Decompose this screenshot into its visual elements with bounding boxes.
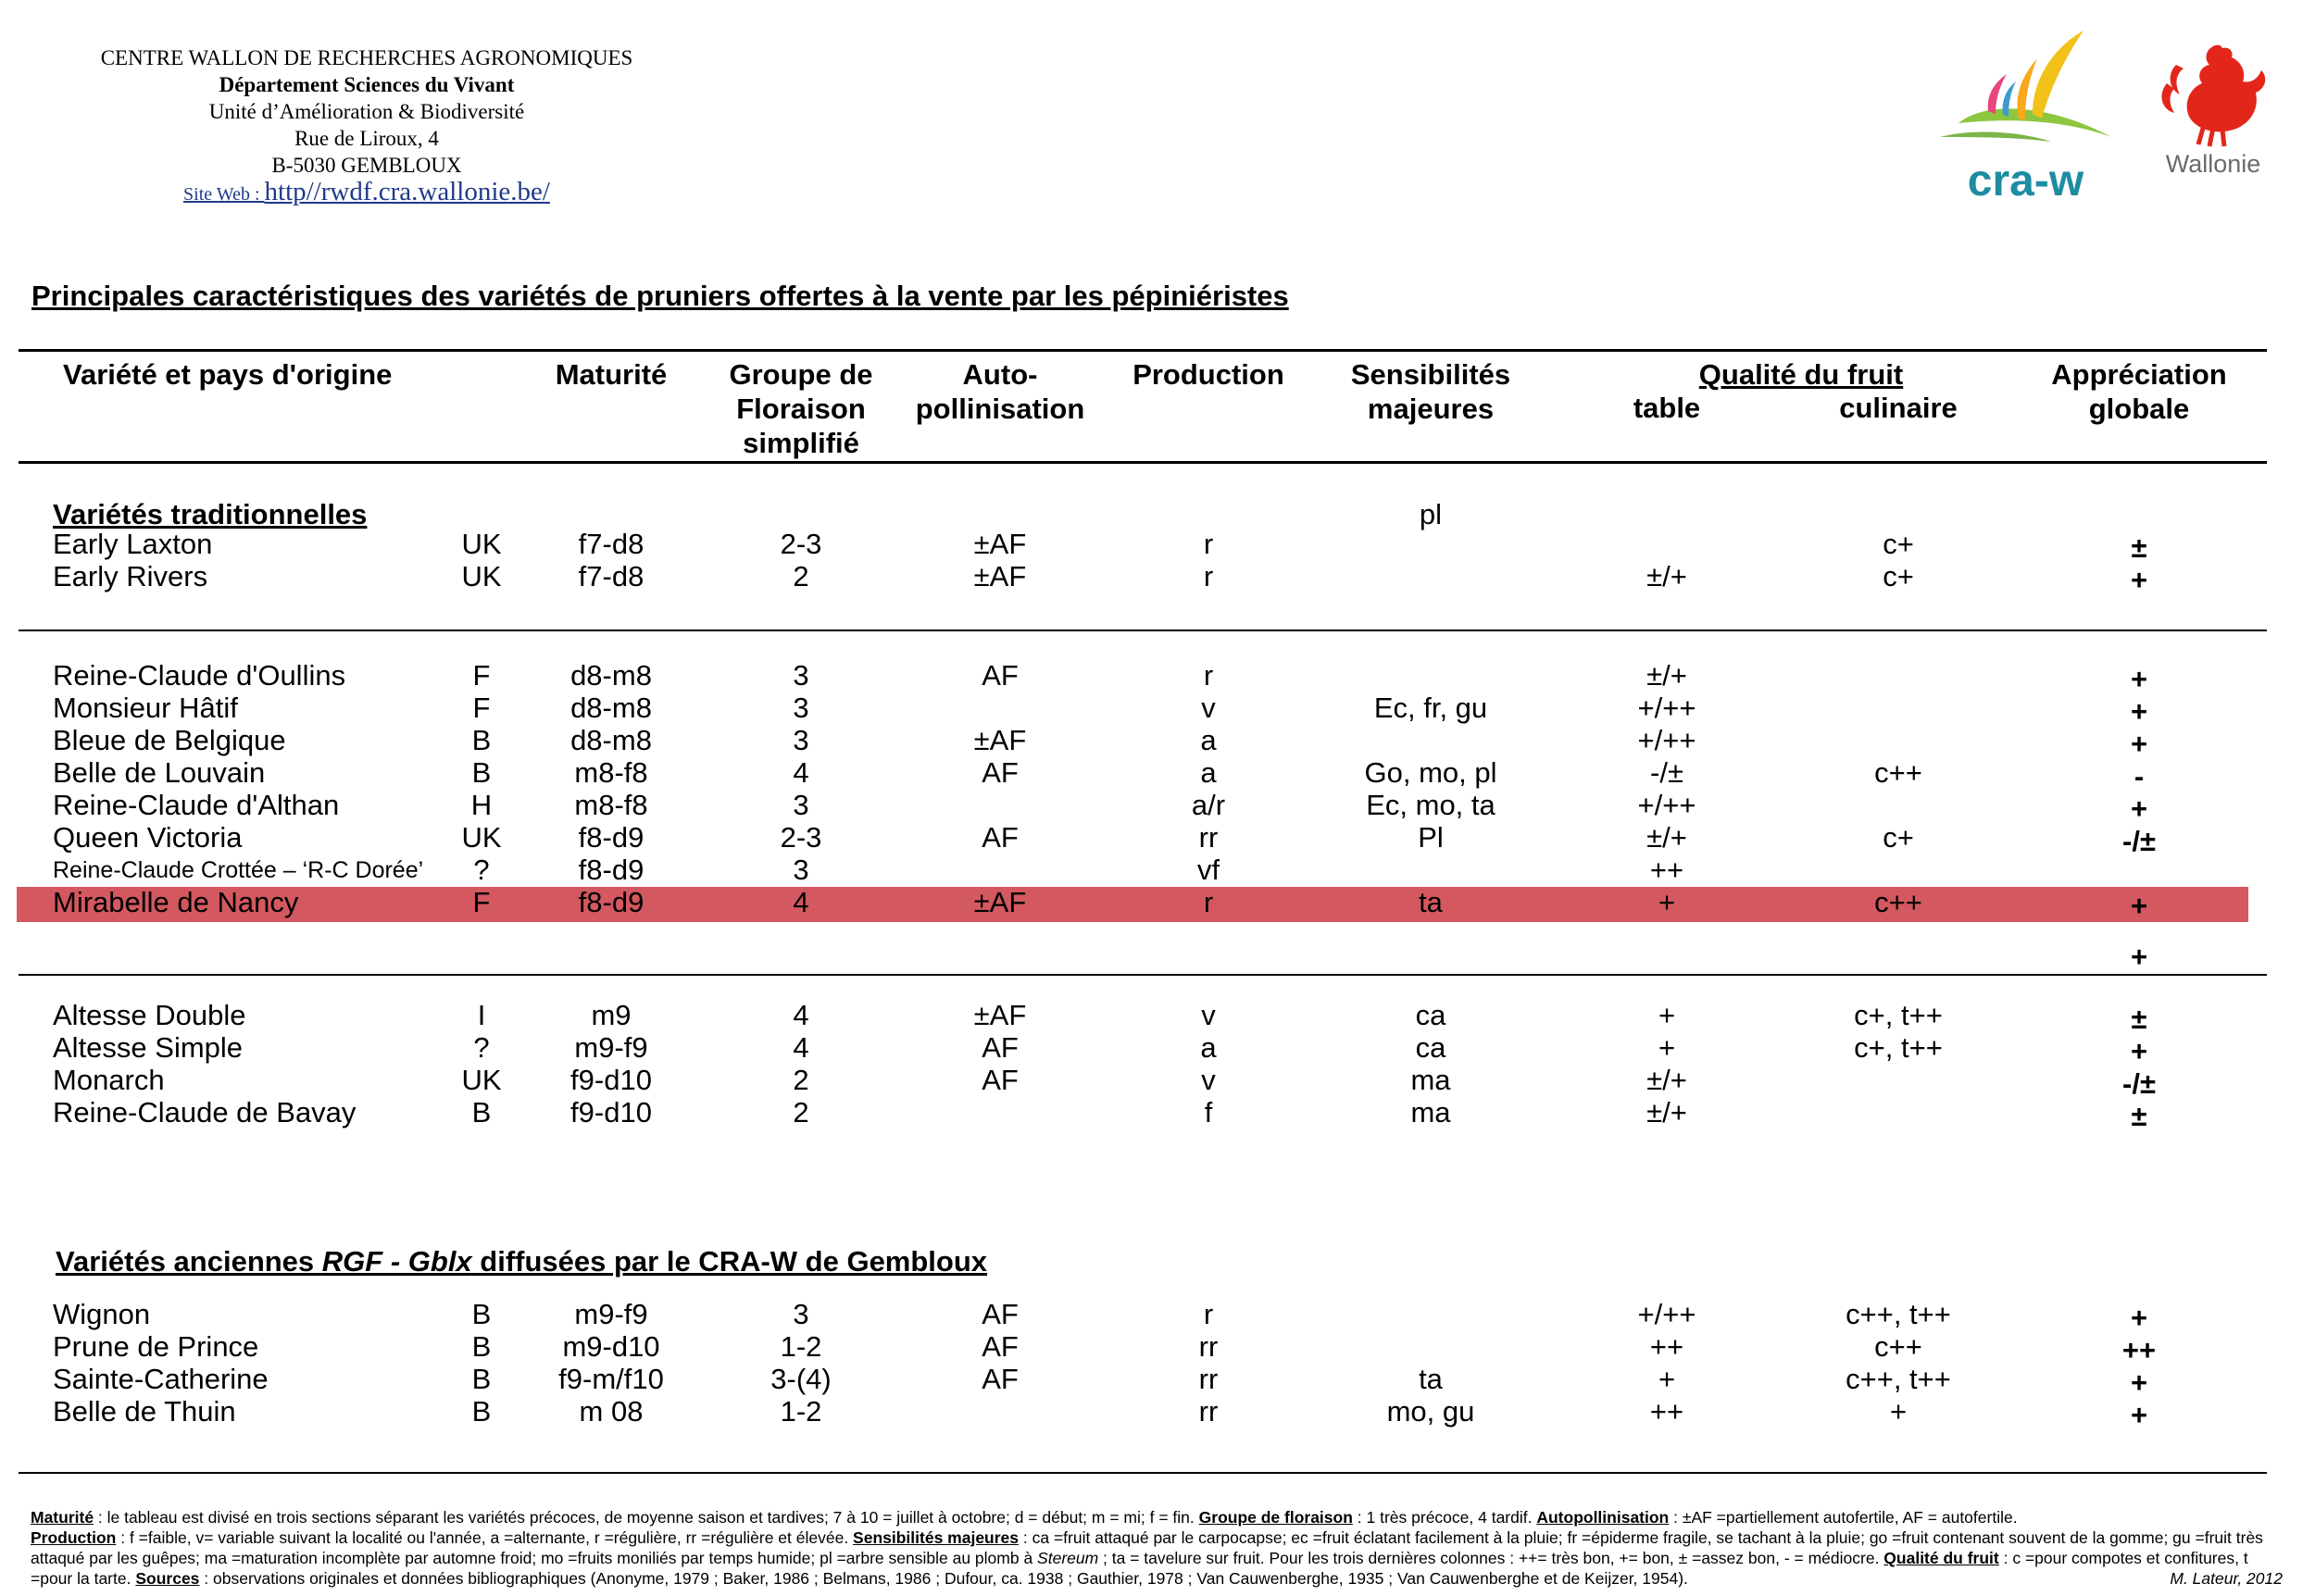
flowering-group: 4 [793,999,809,1031]
craw-logo [1921,26,2130,206]
sensitivity: ma [1410,1064,1451,1096]
quality-table: ±/+ [1646,560,1687,592]
col-header-appreciation: Appréciation globale [2051,358,2227,425]
appreciation: + [2130,1302,2148,1334]
footnote-key-autopollination: Autopollinisation [1536,1508,1670,1527]
quality-culinary: c+, t++ [1854,1031,1943,1064]
production: v [1201,692,1216,724]
appreciation: - [2134,760,2145,792]
col-header-flowering: Groupe de Floraison simplifié [729,358,873,459]
craw-leaf-icon [1921,26,2130,165]
flowering-group: 1-2 [780,1330,822,1363]
country: UK [461,528,502,560]
sensitivity: ta [1419,886,1443,918]
variety-name: Altesse Double [53,999,246,1031]
country: UK [461,1064,502,1096]
flowering-group: 4 [793,886,809,918]
footnote-stereum: Stereum [1037,1549,1099,1567]
maturity: m9-d10 [562,1330,660,1363]
footnote-key-sources: Sources [135,1569,200,1588]
production: v [1201,1064,1216,1096]
autopollination: ±AF [973,528,1027,560]
appreciation: + [2130,1366,2148,1399]
maturity: m9 [591,999,632,1031]
maturity: m9-f9 [574,1031,648,1064]
quality-table: ++ [1649,854,1684,886]
rooster-icon [2148,37,2278,148]
variety-name: Monarch [53,1064,165,1096]
street-address: Rue de Liroux, 4 [294,127,439,150]
quality-table: ±/+ [1646,659,1687,692]
section-traditional-sensitivity: pl [1419,498,1443,530]
variety-name: Monsieur Hâtif [53,692,238,724]
autopollination: ±AF [973,560,1027,592]
extra-appreciation: + [2130,941,2148,973]
author-credit: M. Lateur, 2012 [2170,1569,2283,1588]
footnote-sources: : observations originales et données bibliographiques (Anonyme, 1979 ; Baker, 1986 ; Belmans, 1986 ; Dufour, ca. 1938 ; Gauthier, 1978 ; Van Cauwenberghe, 1935 ; Van Cauwenberghe et de Keijzer, 1954). [199,1569,1688,1588]
country: B [471,724,492,756]
maturity: f8-d9 [578,854,644,886]
sensitivity: ma [1410,1096,1451,1128]
appreciation: ± [2131,1003,2147,1035]
table-row [0,1031,2315,1065]
quality-table: +/++ [1637,1298,1696,1330]
footnote-key-flowering: Groupe de floraison [1198,1508,1353,1527]
table-row [0,1096,2315,1132]
country: F [472,659,491,692]
production: a [1200,1031,1217,1064]
document-title: Principales caractéristiques des variétés de pruniers offertes à la vente par les pépiniéristes [31,280,1289,312]
section-ancient-rgf: RGF - Gblx [321,1245,472,1278]
quality-table: -/± [1650,756,1683,789]
variety-name: Belle de Louvain [53,756,266,789]
footnote-flowering: : 1 très précoce, 4 tardif. [1352,1508,1537,1527]
variety-name: Reine-Claude d'Althan [53,789,340,821]
quality-culinary: c++ [1874,886,1922,918]
maturity: d8-m8 [570,724,652,756]
wallonie-logo-text: Wallonie [2165,150,2261,178]
city-address: B-5030 GEMBLOUX [271,154,462,177]
table-row [0,560,2315,596]
quality-table: ±/+ [1646,1096,1687,1128]
section-ancient-pre: Variétés anciennes [56,1245,322,1278]
autopollination: AF [982,1298,1019,1330]
flowering-group: 3 [793,659,809,692]
table-row [0,1298,2315,1334]
autopollination: ±AF [973,999,1027,1031]
sensitivity: Ec, fr, gu [1373,692,1488,724]
table-row [0,659,2315,695]
country: UK [461,821,502,854]
col-header-quality: Qualité du fruit [1698,358,1904,391]
production: rr [1198,821,1219,854]
appreciation: + [2130,1399,2148,1431]
footnote-quality: : c =pour compotes et confitures, t =pour la tarte. [31,1549,2248,1588]
flowering-group: 3 [793,1298,809,1330]
section-ancient-label [56,1245,987,1278]
autopollination: AF [982,821,1019,854]
production: r [1203,528,1214,560]
autopollination: AF [982,659,1019,692]
footnote-key-maturity: Maturité [31,1508,94,1527]
production: v [1201,999,1216,1031]
quality-table: +/++ [1637,789,1696,821]
variety-name: Reine-Claude Crottée – ‘R-C Dorée’ [53,857,424,883]
header-bottom-rule [19,461,2267,464]
country: B [471,756,492,789]
country: ? [473,854,490,886]
table-bottom-rule [19,1472,2267,1474]
maturity: f7-d8 [578,560,644,592]
footnote-production: : f =faible, v= variable suivant la localité ou l'année, a =alternante, r =régulière, rr =régulière et élevée. [116,1528,854,1547]
wallonie-logo [2148,37,2278,194]
institution-name: CENTRE WALLON DE RECHERCHES AGRONOMIQUES [100,46,633,69]
table-row [0,756,2315,790]
section-ancient-post: diffusées par le CRA-W de Gembloux [471,1245,988,1278]
quality-table: ±/+ [1646,821,1687,854]
unit-name: Unité d’Amélioration & Biodiversité [208,100,525,123]
col-header-sensitivity: Sensibilités majeures [1350,358,1511,425]
table-row [0,528,2315,564]
quality-table: +/++ [1637,692,1696,724]
appreciation: + [2130,728,2148,760]
flowering-group: 3 [793,692,809,724]
production: a [1200,756,1217,789]
quality-table: + [1658,886,1676,918]
quality-culinary: c++ [1874,1330,1922,1363]
variety-name: Reine-Claude d'Oullins [53,659,346,692]
maturity: m8-f8 [574,789,648,821]
quality-table: ++ [1649,1395,1684,1428]
quality-table: +/++ [1637,724,1696,756]
appreciation: ++ [2121,1334,2157,1366]
footnote-key-production: Production [31,1528,117,1547]
footnote-key-sensitivity: Sensibilités majeures [853,1528,1020,1547]
sensitivity: ta [1419,1363,1443,1395]
footnote-key-quality: Qualité du fruit [1883,1549,1999,1567]
production: r [1203,659,1214,692]
section-divider-2 [19,974,2267,976]
variety-name: Reine-Claude de Bavay [53,1096,357,1128]
country: B [471,1096,492,1128]
maturity: f8-d9 [578,886,644,918]
quality-culinary: c+ [1883,560,1914,592]
maturity: m 08 [579,1395,644,1428]
production: rr [1198,1395,1219,1428]
appreciation: + [2130,695,2148,728]
autopollination: AF [982,1031,1019,1064]
quality-table: + [1658,1363,1676,1395]
variety-name: Sainte-Catherine [53,1363,269,1395]
maturity: m9-f9 [574,1298,648,1330]
variety-name: Queen Victoria [53,821,243,854]
production: vf [1196,854,1220,886]
autopollination: ±AF [973,724,1027,756]
country: B [471,1363,492,1395]
quality-culinary: c+ [1883,821,1914,854]
section-divider-1 [19,630,2267,631]
quality-culinary: c++, t++ [1846,1298,1951,1330]
sensitivity: ca [1415,999,1446,1031]
maturity: f9-m/f10 [558,1363,664,1395]
country: ? [473,1031,490,1064]
appreciation: -/± [2122,1067,2156,1100]
flowering-group: 3 [793,854,809,886]
website-label[interactable]: Site Web : [183,184,265,205]
variety-name: Bleue de Belgique [53,724,286,756]
maturity: m8-f8 [574,756,648,789]
flowering-group: 2 [793,560,809,592]
col-header-quality-culinary: culinaire [1839,392,1958,424]
production: rr [1198,1330,1219,1363]
appreciation: ± [2131,1100,2147,1132]
autopollination: AF [982,1363,1019,1395]
country: B [471,1330,492,1363]
production: r [1203,560,1214,592]
country: F [472,886,491,918]
flowering-group: 2 [793,1096,809,1128]
footnote-sensitivity-2: ; ta = tavelure sur fruit. Pour les trois dernières colonnes : ++= très bon, += bon, ± =assez bon, - = médiocre. [1098,1549,1884,1567]
appreciation: ± [2131,531,2147,564]
autopollination: ±AF [973,886,1027,918]
appreciation: -/± [2122,825,2156,857]
quality-table: ++ [1649,1330,1684,1363]
variety-name: Prune de Prince [53,1330,259,1363]
maturity: f8-d9 [578,821,644,854]
quality-culinary: c++ [1874,756,1922,789]
maturity: d8-m8 [570,692,652,724]
col-header-production: Production [1132,358,1284,391]
production: r [1203,886,1214,918]
table-row [0,1064,2315,1100]
autopollination: AF [982,1064,1019,1096]
institution-header [89,44,644,208]
quality-culinary: + [1889,1395,1908,1428]
flowering-group: 2-3 [780,821,822,854]
country: I [477,999,486,1031]
autopollination: AF [982,756,1019,789]
country: H [470,789,493,821]
appreciation: + [2130,1035,2148,1067]
quality-table: + [1658,999,1676,1031]
appreciation: + [2130,890,2148,922]
production: a/r [1191,789,1226,821]
sensitivity: ca [1415,1031,1446,1064]
maturity: f7-d8 [578,528,644,560]
sensitivity: Go, mo, pl [1364,756,1497,789]
table-row [0,724,2315,760]
appreciation: + [2130,564,2148,596]
table-row [0,789,2315,825]
footnote-autopollination: : ±AF =partiellement autofertile, AF = autofertile. [1669,1508,2018,1527]
variety-name: Mirabelle de Nancy [53,886,299,918]
variety-name: Early Laxton [53,528,213,560]
section-traditional-label: Variétés traditionnelles [53,498,368,530]
table-row [0,821,2315,857]
country: B [471,1298,492,1330]
flowering-group: 2 [793,1064,809,1096]
table-row [0,1395,2315,1431]
variety-name: Belle de Thuin [53,1395,236,1428]
maturity: f9-d10 [570,1096,652,1128]
sensitivity: Ec, mo, ta [1366,789,1495,821]
col-header-autopollination: Auto-pollinisation [915,358,1085,425]
sensitivity: Pl [1418,821,1444,854]
flowering-group: 3-(4) [770,1363,832,1395]
country: F [472,692,491,724]
variety-name: Wignon [53,1298,151,1330]
quality-culinary: c+, t++ [1854,999,1943,1031]
table-row [0,692,2315,728]
variety-name: Early Rivers [53,560,208,592]
maturity: f9-d10 [570,1064,652,1096]
table-row [0,854,2315,887]
table-row [0,1363,2315,1399]
flowering-group: 3 [793,789,809,821]
flowering-group: 1-2 [780,1395,822,1428]
table-top-rule [19,349,2267,352]
production: f [1204,1096,1213,1128]
quality-culinary: c+ [1883,528,1914,560]
flowering-group: 4 [793,756,809,789]
table-row [0,999,2315,1035]
appreciation: + [2130,663,2148,695]
craw-logo-text: cra-w [1967,156,2084,206]
department-name: Département Sciences du Vivant [219,73,515,96]
col-header-maturity: Maturité [555,358,668,391]
production: r [1203,1298,1214,1330]
quality-table: ±/+ [1646,1064,1687,1096]
variety-name: Altesse Simple [53,1031,244,1064]
flowering-group: 4 [793,1031,809,1064]
website-line [89,179,644,208]
flowering-group: 2-3 [780,528,822,560]
appreciation: + [2130,792,2148,825]
production: rr [1198,1363,1219,1395]
flowering-group: 3 [793,724,809,756]
maturity: d8-m8 [570,659,652,692]
footnote-sensitivity: : ca =fruit attaqué par le carpocapse; ec =fruit éclatant facilement à la pluie; fr =épiderme fragile, se tachant à la pluie; go =fruit contenant souvent de la gomme; gu =fruit très attaqué par les guêpes; ma =maturation incomplète par automne froid; mo =fruits moniliés par temps humide; pl =arbre sensible au plomb à [31,1528,2263,1567]
footnote-maturity: : le tableau est divisé en trois sections séparant les variétés précoces, de moyenne saison et tardives; 7 à 10 = juillet à octobre; d = début; m = mi; f = fin. [94,1508,1199,1527]
sensitivity: mo, gu [1386,1395,1475,1428]
quality-culinary: c++, t++ [1846,1363,1951,1395]
table-row [0,886,2315,922]
col-header-quality-table: table [1633,392,1701,424]
country: UK [461,560,502,592]
website-link[interactable]: http//rwdf.cra.wallonie.be/ [264,177,550,206]
quality-table: + [1658,1031,1676,1064]
autopollination: AF [982,1330,1019,1363]
country: B [471,1395,492,1428]
table-row [0,1330,2315,1364]
production: a [1200,724,1217,756]
col-header-variety: Variété et pays d'origine [63,358,393,391]
footnote [31,1507,2283,1589]
